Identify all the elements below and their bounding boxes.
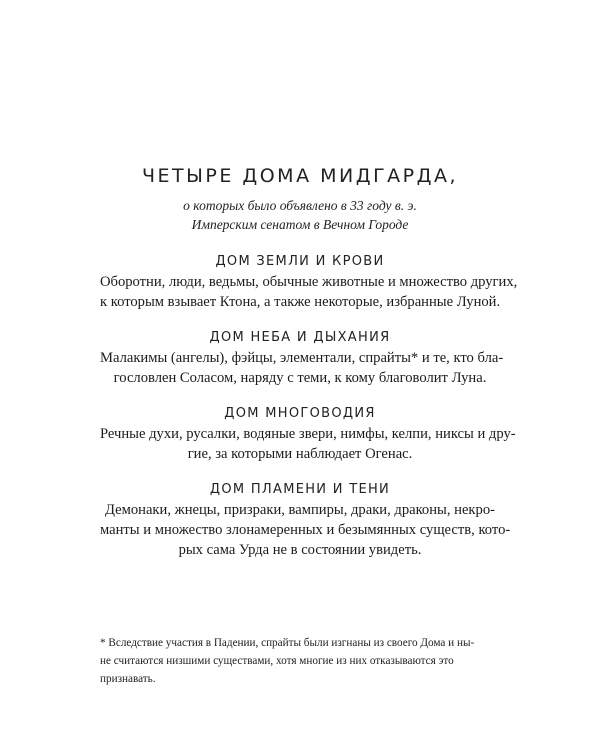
section-text-line: гие, за которыми наблюдает Огенас. xyxy=(187,446,413,462)
section-heading: ДОМ МНОГОВОДИЯ xyxy=(224,406,376,421)
section-text-line: Оборотни, люди, ведьмы, обычные животные и множество других, xyxy=(100,274,518,290)
section-sky-and-breath xyxy=(100,328,504,388)
section-text-line: рых сама Урда не в состоянии увидеть. xyxy=(178,542,422,558)
section-heading: ДОМ НЕБА И ДЫХАНИЯ xyxy=(209,330,391,345)
section-text-line: манты и множество злонамеренных и безымянных существ, кото- xyxy=(100,522,511,538)
page-title: ЧЕТЫРЕ ДОМА МИДГАРДА, xyxy=(141,165,458,187)
section-earth-and-blood xyxy=(100,252,518,312)
section-flame-and-shadow xyxy=(100,480,511,560)
section-text-line: Речные духи, русалки, водяные звери, нимфы, келпи, никсы и дру- xyxy=(100,426,516,442)
section-text-line: к которым взывает Ктона, а также некоторые, избранные Луной. xyxy=(100,294,501,310)
page-subtitle xyxy=(0,196,600,234)
subtitle-line-2: Имперским сенатом в Вечном Городе xyxy=(191,217,409,232)
section-text-line: Демонаки, жнецы, призраки, вампиры, драки, драконы, некро- xyxy=(105,502,495,518)
section-heading: ДОМ ЗЕМЛИ И КРОВИ xyxy=(215,254,385,269)
section-text-line: гословлен Соласом, наряду с теми, к кому благоволит Луна. xyxy=(113,370,487,386)
footnote-line: * Вследствие участия в Падении, спрайты были изгнаны из своего Дома и ны- xyxy=(100,637,475,649)
footnote-line: не считаются низшими существами, хотя многие из них отказываются это xyxy=(100,655,454,667)
section-text-line: Малакимы (ангелы), фэйцы, элементали, спрайты* и те, кто бла- xyxy=(100,350,504,366)
footnote xyxy=(100,634,500,688)
section-heading: ДОМ ПЛАМЕНИ И ТЕНИ xyxy=(209,482,391,497)
section-many-waters xyxy=(100,404,516,464)
subtitle-line-1: о которых было объявлено в 33 году в. э. xyxy=(183,198,417,213)
footnote-line: признавать. xyxy=(100,673,156,685)
